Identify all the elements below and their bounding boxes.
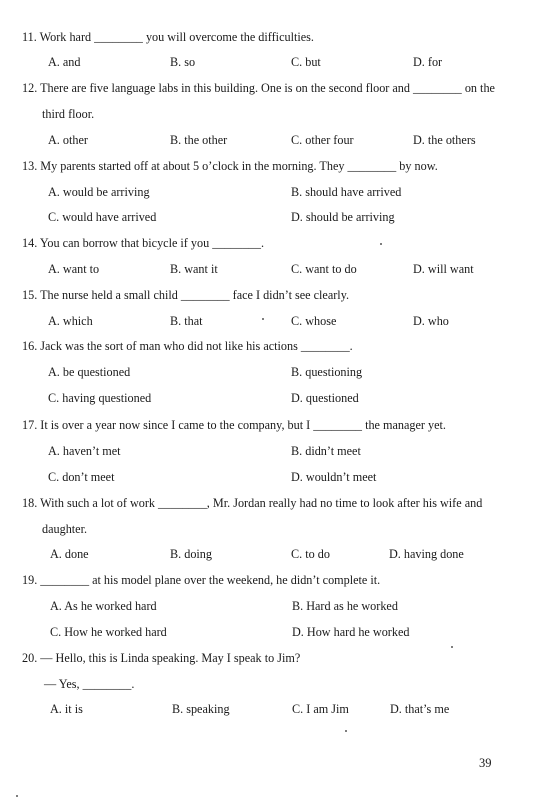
option-c[interactable]: C. but [291,55,321,69]
question-17 [22,418,510,433]
option-b[interactable]: B. should have arrived [291,185,402,199]
scan-speck [345,730,347,732]
question-number: 12. [22,81,38,95]
scan-speck [451,646,453,648]
option-a[interactable]: A. other [48,133,88,147]
option-c[interactable]: C. having questioned [48,391,152,405]
question-stem: It is over a year now since I came to the company, but I ________ the manager yet. [40,418,446,432]
option-c[interactable]: C. I am Jim [292,702,349,716]
question-number: 17. [22,418,38,432]
question-number: 20. [22,651,38,665]
option-d[interactable]: D. the others [413,133,476,147]
option-a[interactable]: A. done [50,547,89,561]
question-stem: ________ at his model plane over the weekend, he didn’t complete it. [40,573,381,587]
option-a[interactable]: A. As he worked hard [50,599,157,613]
option-c[interactable]: C. don’t meet [48,470,115,484]
option-d[interactable]: D. that’s me [390,702,450,716]
question-15 [22,288,510,303]
option-b[interactable]: B. doing [170,547,212,561]
option-a[interactable]: A. would be arriving [48,185,150,199]
scan-speck [262,318,264,320]
question-11 [22,30,510,45]
option-b[interactable]: B. want it [170,262,218,276]
option-b[interactable]: B. speaking [172,702,230,716]
question-14 [22,236,510,251]
question-stem: Jack was the sort of man who did not like his actions ________. [40,339,353,353]
question-stem: With such a lot of work ________, Mr. Jordan really had no time to look after his wife and [40,496,483,510]
page-number: 39 [479,756,492,770]
option-d[interactable]: D. for [413,55,443,69]
question-18 [22,496,510,511]
option-a[interactable]: A. it is [50,702,83,716]
question-number: 15. [22,288,38,302]
question-19 [22,573,510,588]
option-a[interactable]: A. and [48,55,81,69]
option-b[interactable]: B. that [170,314,203,328]
option-c[interactable]: C. How he worked hard [50,625,167,639]
option-c[interactable]: C. would have arrived [48,210,157,224]
option-b[interactable]: B. so [170,55,196,69]
question-stem: — Hello, this is Linda speaking. May I speak to Jim? [40,651,301,665]
question-number: 13. [22,159,38,173]
question-number: 16. [22,339,38,353]
question-number: 19. [22,573,38,587]
option-b[interactable]: B. Hard as he worked [292,599,398,613]
option-c[interactable]: C. to do [291,547,330,561]
option-a[interactable]: A. be questioned [48,365,131,379]
option-d[interactable]: D. How hard he worked [292,625,410,639]
question-number: 11. [22,30,37,44]
option-d[interactable]: D. will want [413,262,474,276]
question-continuation: third floor. [42,107,95,121]
option-c[interactable]: C. whose [291,314,337,328]
question-continuation: daughter. [42,522,88,536]
option-b[interactable]: B. the other [170,133,228,147]
question-number: 14. [22,236,38,250]
option-d[interactable]: D. wouldn’t meet [291,470,377,484]
question-stem: Work hard ________ you will overcome the difficulties. [39,30,314,44]
option-d[interactable]: D. who [413,314,449,328]
question-stem: You can borrow that bicycle if you ________. [39,236,265,250]
option-c[interactable]: C. other four [291,133,354,147]
option-a[interactable]: A. want to [48,262,100,276]
question-13 [22,159,510,174]
option-d[interactable]: D. having done [389,547,464,561]
question-continuation: — Yes, ________. [44,677,135,691]
question-stem: The nurse held a small child ________ face I didn’t see clearly. [40,288,350,302]
option-c[interactable]: C. want to do [291,262,357,276]
question-20 [22,651,510,666]
option-b[interactable]: B. didn’t meet [291,444,361,458]
scan-speck [380,243,382,245]
question-stem: There are five language labs in this building. One is on the second floor and ________ on the [40,81,495,95]
question-16 [22,339,510,354]
option-d[interactable]: D. should be arriving [291,210,395,224]
option-a[interactable]: A. haven’t met [48,444,121,458]
option-a[interactable]: A. which [48,314,93,328]
option-b[interactable]: B. questioning [291,365,363,379]
question-number: 18. [22,496,38,510]
scan-speck [16,795,18,797]
option-d[interactable]: D. questioned [291,391,359,405]
question-12 [22,81,510,96]
question-stem: My parents started off at about 5 o’clock in the morning. They ________ by now. [40,159,438,173]
